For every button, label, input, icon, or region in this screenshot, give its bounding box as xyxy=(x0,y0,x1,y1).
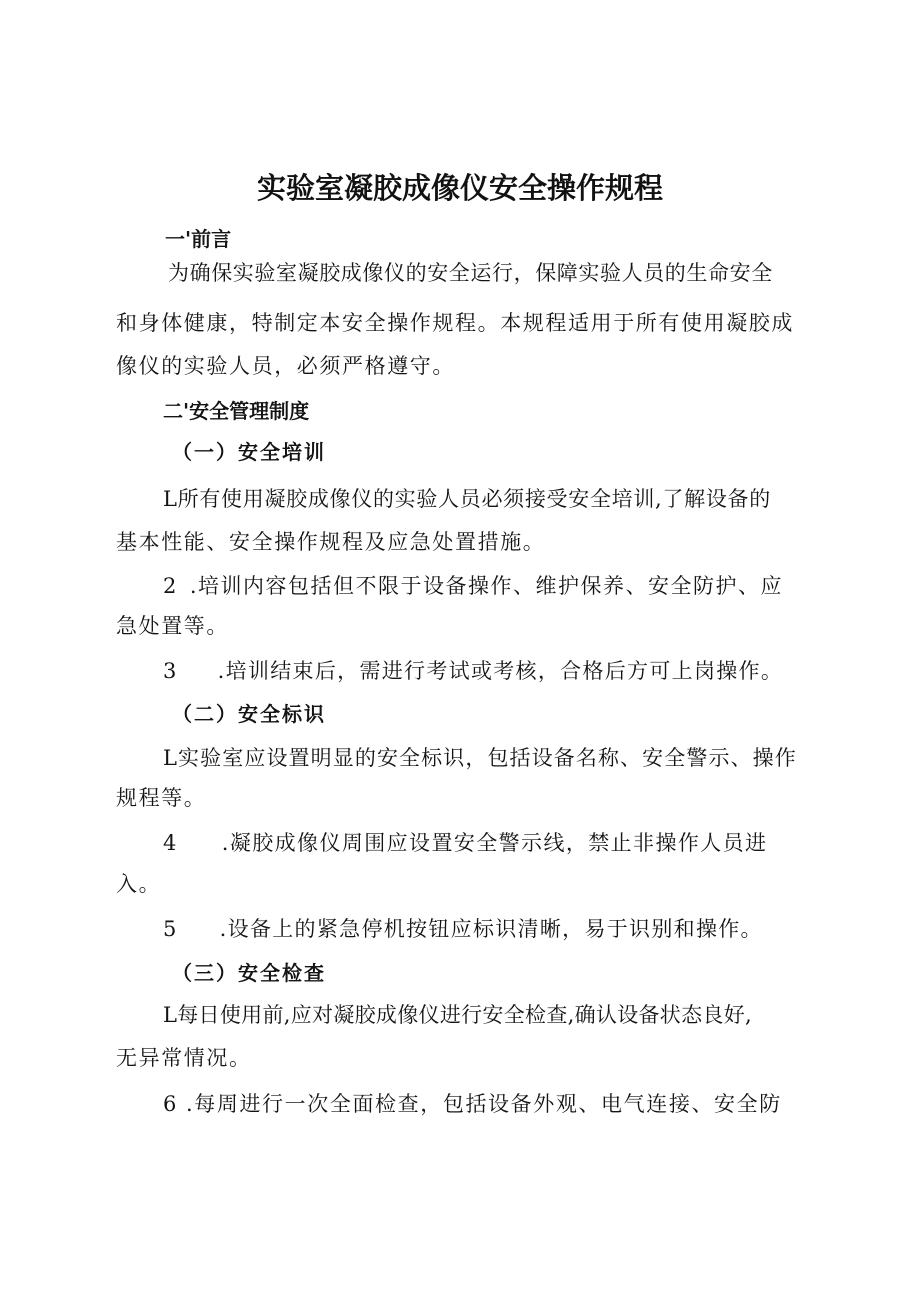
training-item-2-text: .培训内容包括但不限于设备操作、维护保养、安全防护、应 xyxy=(189,574,784,598)
subsection-heading-training: （一）安全培训 xyxy=(172,440,326,464)
preface-line-3: 像仪的实验人员，必须严格遵守。 xyxy=(116,354,455,378)
signs-item-5-number: 5 xyxy=(163,917,178,941)
training-item-3-number: 3 xyxy=(163,659,178,683)
training-item-3 xyxy=(163,656,783,686)
preface-line-1: 为确保实验室凝胶成像仪的安全运行，保障实验人员的生命安全 xyxy=(168,261,773,285)
subsection-heading-inspection: （三）安全检查 xyxy=(172,961,326,985)
inspection-item-1-line-2: 无异常情况。 xyxy=(116,1046,252,1070)
document-title: 实验室凝胶成像仪安全操作规程 xyxy=(256,171,663,205)
inspection-item-6 xyxy=(163,1089,782,1119)
signs-item-4-line-2: 入。 xyxy=(116,872,162,896)
section-heading-preface: 一'前言 xyxy=(165,227,232,251)
section-heading-management: 二'安全管理制度 xyxy=(163,399,310,423)
inspection-item-1-line-1: L每日使用前,应对凝胶成像仪进行安全检查,确认设备状态良好, xyxy=(163,1003,752,1027)
signs-item-5-text: .设备上的紧急停机按钮应标识清晰，易于识别和操作。 xyxy=(219,917,763,941)
training-item-1-line-1: L所有使用凝胶成像仪的实验人员必须接受安全培训,了解设备的 xyxy=(163,487,771,511)
training-item-3-text: .培训结束后，需进行考试或考核，合格后方可上岗操作。 xyxy=(217,659,784,683)
inspection-item-6-text: .每周进行一次全面检查，包括设备外观、电气连接、安全防 xyxy=(185,1092,782,1116)
training-item-2-line-1 xyxy=(163,571,783,601)
signs-item-4-text: .凝胶成像仪周围应设置安全警示线，禁止非操作人员进 xyxy=(221,831,768,855)
signs-item-4-line-1 xyxy=(163,828,767,858)
signs-item-5 xyxy=(163,914,763,944)
training-item-2-number: 2 xyxy=(163,574,178,598)
signs-item-4-number: 4 xyxy=(163,831,178,855)
preface-line-2: 和身体健康，特制定本安全操作规程。本规程适用于所有使用凝胶成 xyxy=(116,311,794,335)
training-item-1-line-2: 基本性能、安全操作规程及应急处置措施。 xyxy=(116,530,546,554)
signs-item-1-line-2: 规程等。 xyxy=(116,786,207,810)
subsection-heading-signs: （二）安全标识 xyxy=(172,702,326,726)
inspection-item-6-number: 6 xyxy=(163,1092,178,1116)
training-item-2-line-2: 急处置等。 xyxy=(116,614,229,638)
signs-item-1-line-1: L实验室应设置明显的安全标识，包括设备名称、安全警示、操作 xyxy=(163,746,797,770)
